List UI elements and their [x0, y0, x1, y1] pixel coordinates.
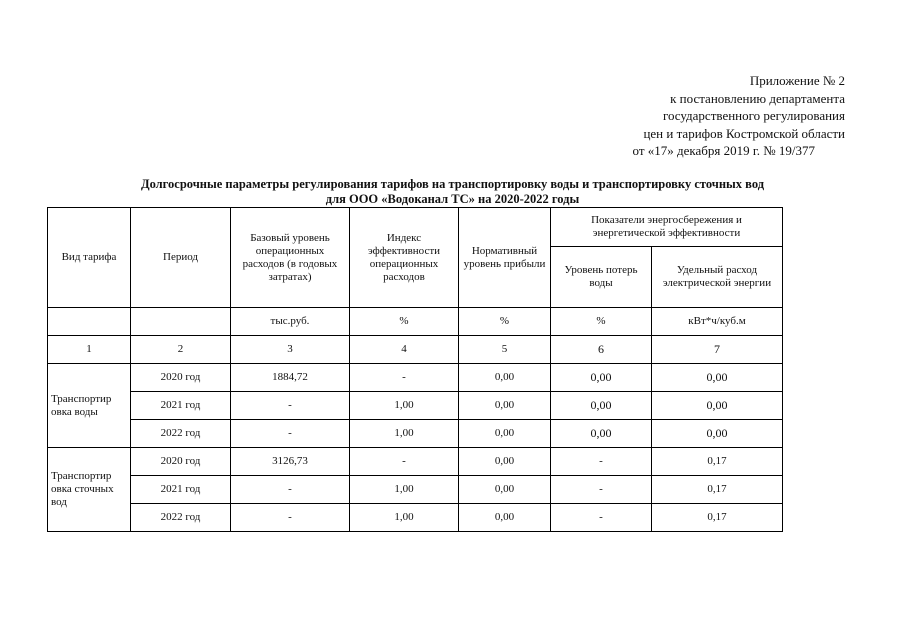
electricity-cell: 0,00 [652, 364, 783, 392]
appendix-line: к постановлению департамента [670, 90, 845, 106]
table-row [48, 476, 783, 504]
tariff-parameters-table [47, 207, 783, 532]
column-number: 7 [652, 336, 783, 364]
period-cell: 2020 год [131, 364, 231, 392]
units-cell [131, 308, 231, 336]
column-number: 3 [231, 336, 350, 364]
table-row [48, 448, 783, 476]
units-cell: % [459, 308, 551, 336]
period-cell: 2020 год [131, 448, 231, 476]
appendix-line: цен и тарифов Костромской области [643, 125, 845, 141]
period-cell: 2021 год [131, 392, 231, 420]
header-base-level: Базовый уровень операционных расходов (в годовых затратах) [231, 208, 350, 308]
units-cell: тыс.руб. [231, 308, 350, 336]
appendix-line: Приложение № 2 [749, 73, 845, 88]
electricity-cell: 0,17 [652, 448, 783, 476]
tariff-type-cell: Транспортир овка сточных вод [48, 448, 131, 532]
column-number: 4 [350, 336, 459, 364]
water-loss-cell: - [551, 448, 652, 476]
efficiency-index-cell: 1,00 [350, 420, 459, 448]
header-period: Период [131, 208, 231, 308]
electricity-cell: 0,17 [652, 476, 783, 504]
table-row [48, 504, 783, 532]
column-number: 1 [48, 336, 131, 364]
tariff-type-cell: Транспортир овка воды [48, 364, 131, 448]
header-energy-group: Показатели энергосбережения и энергетической эффективности [551, 208, 783, 247]
title-line: Долгосрочные параметры регулирования тарифов на транспортировку воды и транспортировку сточных вод [140, 177, 765, 191]
column-number: 6 [551, 336, 652, 364]
efficiency-index-cell: - [350, 364, 459, 392]
profit-level-cell: 0,00 [459, 364, 551, 392]
base-level-cell: - [231, 392, 350, 420]
header-water-loss: Уровень потерь воды [551, 247, 652, 308]
column-number: 2 [131, 336, 231, 364]
appendix-line: государственного регулирования [662, 108, 845, 123]
base-level-cell: - [231, 504, 350, 532]
base-level-cell: - [231, 476, 350, 504]
units-cell [48, 308, 131, 336]
header-tariff-type: Вид тарифа [48, 208, 131, 308]
header-efficiency-index: Индекс эффективности операционных расходов [350, 208, 459, 308]
water-loss-cell: - [551, 504, 652, 532]
efficiency-index-cell: - [350, 448, 459, 476]
period-cell: 2022 год [131, 504, 231, 532]
water-loss-cell: 0,00 [551, 392, 652, 420]
table-row [48, 364, 783, 392]
header-profit-level: Нормативный уровень прибыли [459, 208, 551, 308]
appendix-line: от «17» декабря 2019 г. № 19/377 [632, 143, 815, 158]
table-row [48, 420, 783, 448]
profit-level-cell: 0,00 [459, 476, 551, 504]
electricity-cell: 0,17 [652, 504, 783, 532]
units-row [48, 308, 783, 336]
column-numbers-row [48, 336, 783, 364]
electricity-cell: 0,00 [652, 420, 783, 448]
units-cell: % [350, 308, 459, 336]
base-level-cell: - [231, 420, 350, 448]
header-electricity: Удельный расход электрической энергии [652, 247, 783, 308]
column-number: 5 [459, 336, 551, 364]
efficiency-index-cell: 1,00 [350, 504, 459, 532]
period-cell: 2021 год [131, 476, 231, 504]
base-level-cell: 1884,72 [231, 364, 350, 392]
header-row [48, 208, 783, 247]
water-loss-cell: 0,00 [551, 364, 652, 392]
period-cell: 2022 год [131, 420, 231, 448]
profit-level-cell: 0,00 [459, 392, 551, 420]
profit-level-cell: 0,00 [459, 504, 551, 532]
water-loss-cell: - [551, 476, 652, 504]
base-level-cell: 3126,73 [231, 448, 350, 476]
profit-level-cell: 0,00 [459, 420, 551, 448]
efficiency-index-cell: 1,00 [350, 476, 459, 504]
document-title [0, 177, 905, 207]
units-cell: кВт*ч/куб.м [652, 308, 783, 336]
electricity-cell: 0,00 [652, 392, 783, 420]
efficiency-index-cell: 1,00 [350, 392, 459, 420]
table-row [48, 392, 783, 420]
water-loss-cell: 0,00 [551, 420, 652, 448]
title-line: для ООО «Водоканал ТС» на 2020-2022 годы [325, 192, 580, 206]
appendix-header [632, 72, 845, 160]
profit-level-cell: 0,00 [459, 448, 551, 476]
units-cell: % [551, 308, 652, 336]
